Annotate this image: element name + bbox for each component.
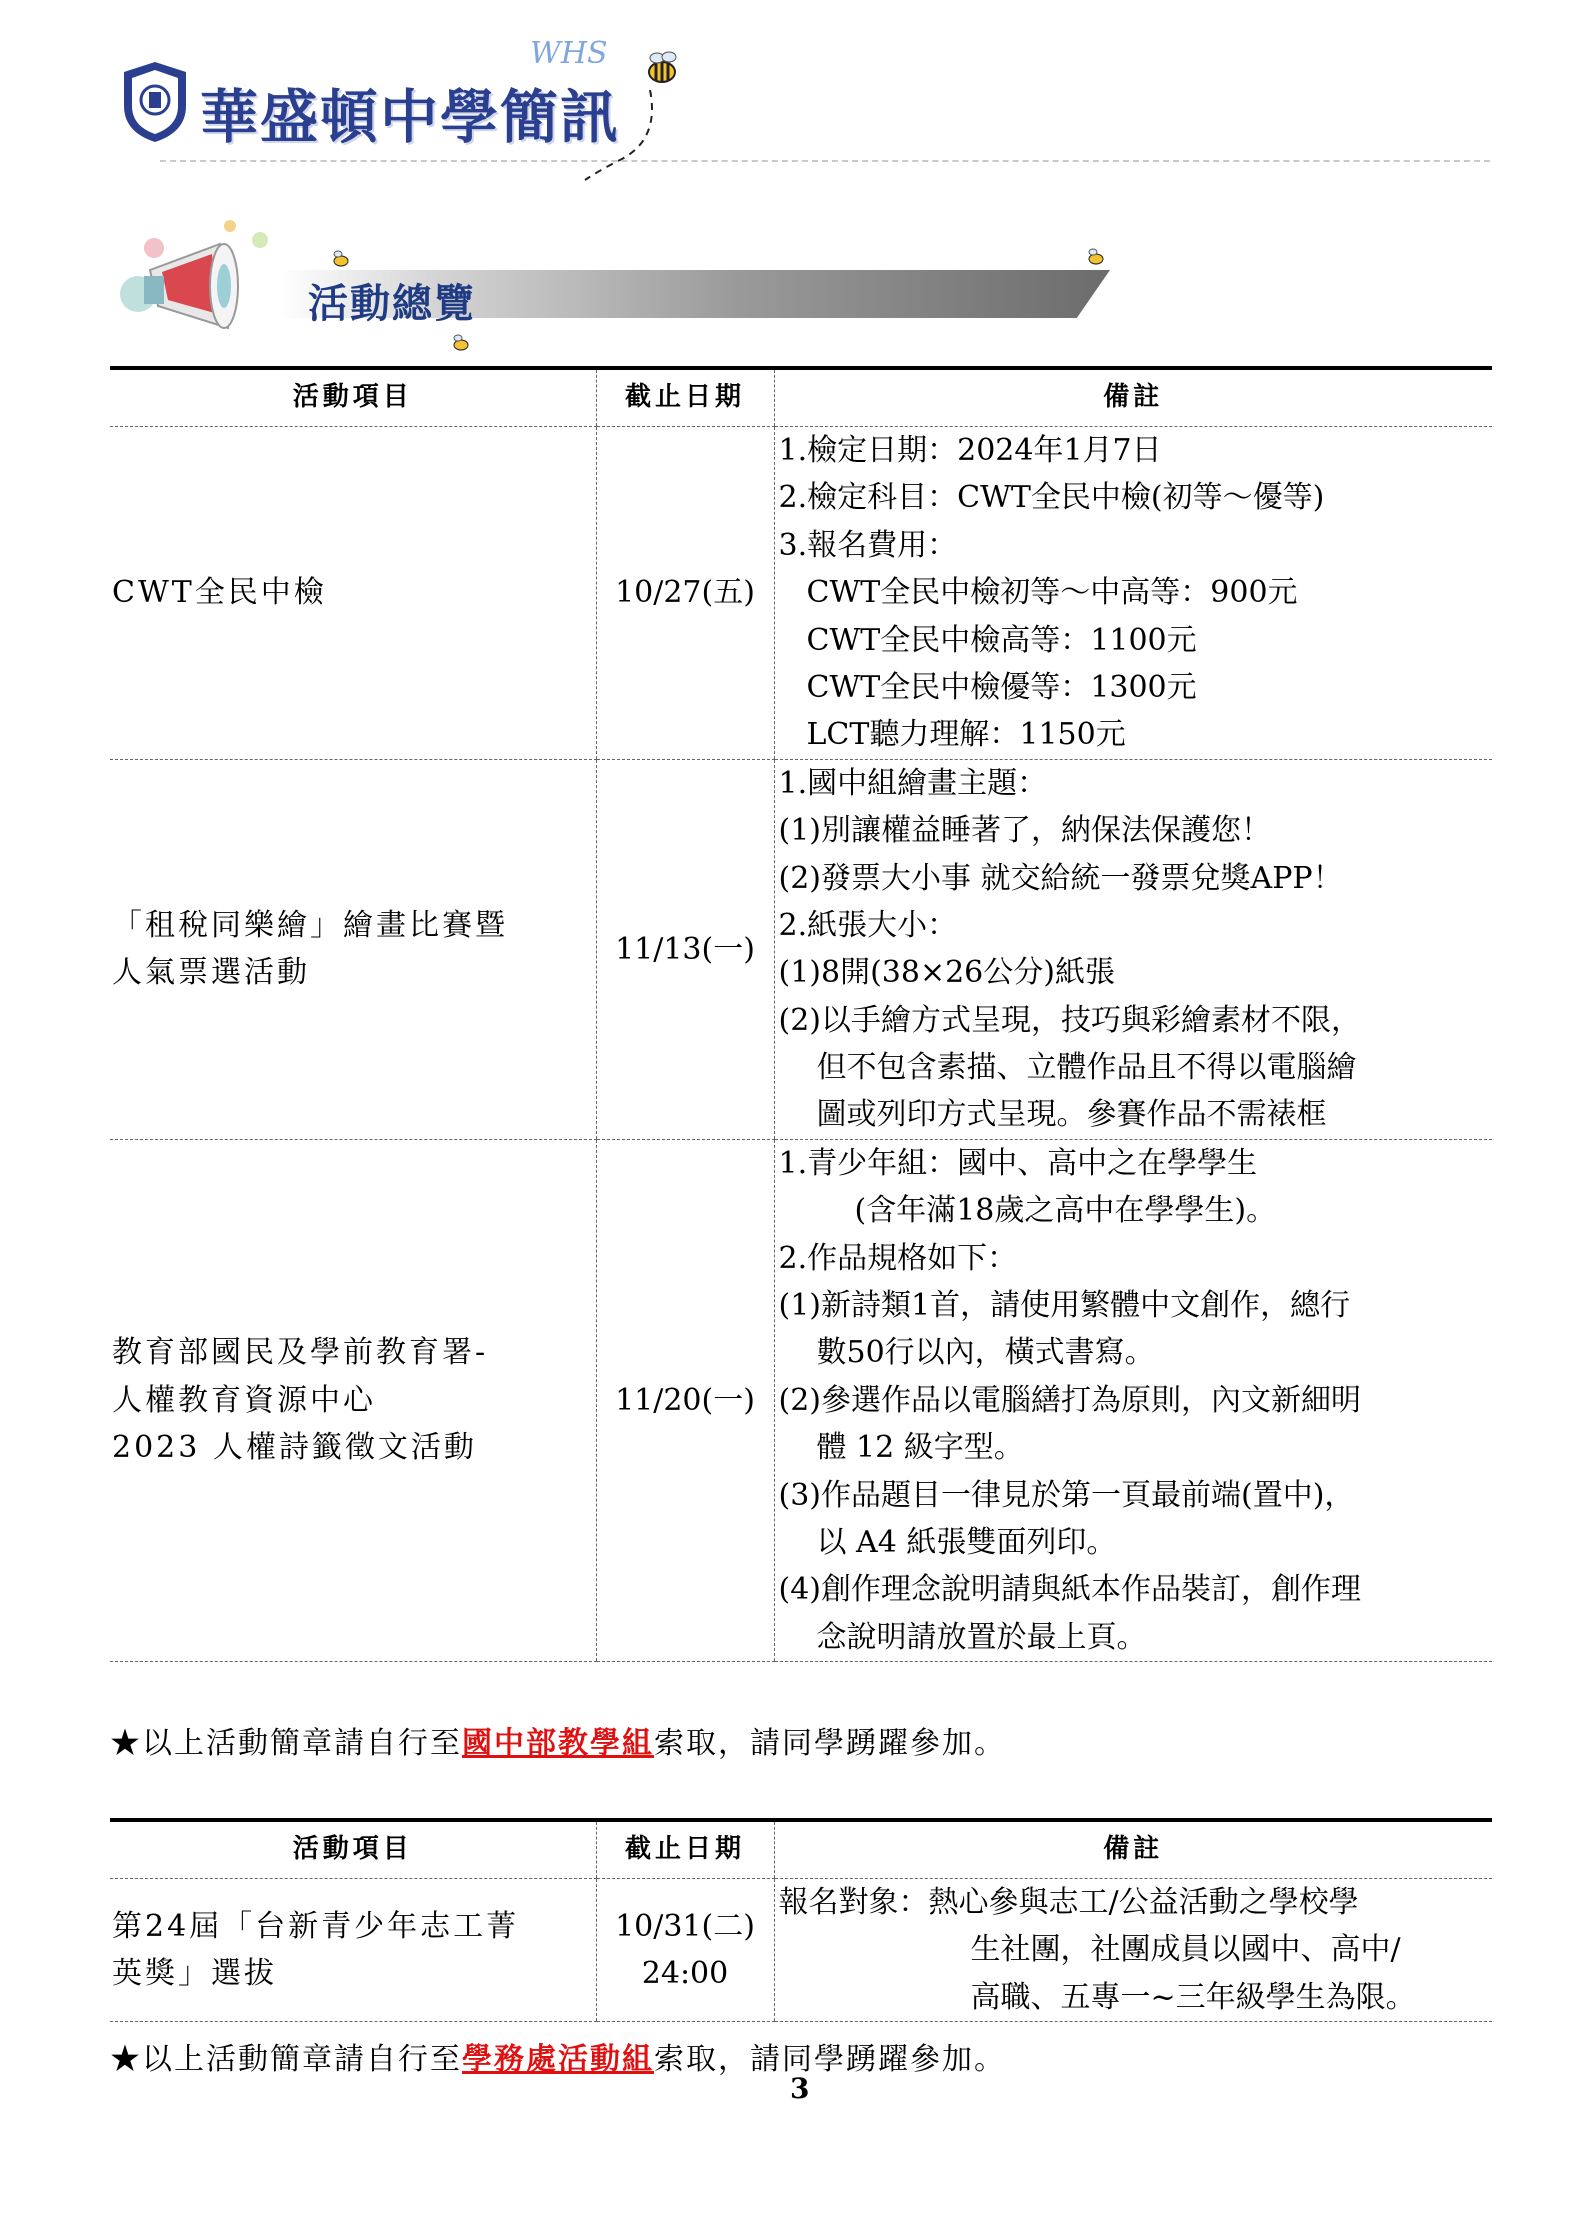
notice-prefix: ★以上活動簡章請自行至 — [110, 1726, 462, 1761]
header-divider — [160, 160, 1490, 162]
deadline-line: 11/20(一) — [615, 1382, 755, 1418]
notice-suffix: 索取，請同學踴躍參加。 — [654, 1726, 1006, 1761]
column-header-item: 活動項目 — [110, 368, 596, 427]
note-line: (1)別讓權益睡著了，納保法保護您！ — [778, 813, 1271, 849]
activity-name-line: 2023 人權詩籤徵文活動 — [112, 1430, 477, 1466]
activity-name-line: 第24屆「台新青少年志工菁 — [112, 1908, 520, 1944]
school-seal-logo — [120, 60, 190, 144]
activity-name-line: 「租稅同樂繪」繪畫比賽暨 — [112, 907, 508, 943]
table-row — [110, 759, 1492, 1139]
note-line: 1.國中組繪畫主題： — [778, 765, 1048, 801]
column-header-deadline: 截止日期 — [596, 1820, 774, 1879]
activity-name-cell — [110, 1139, 596, 1661]
note-line: CWT全民中檢高等：1100元 — [806, 622, 1197, 658]
note-line: 圖或列印方式呈現。參賽作品不需裱框 — [816, 1097, 1327, 1133]
note-line: 高職、五專一~三年級學生為限。 — [970, 1979, 1416, 2015]
table-row — [110, 1879, 1492, 2022]
activity-name-line: 人權教育資源中心 — [112, 1382, 376, 1418]
column-header-notes: 備註 — [774, 368, 1492, 427]
bee-icon — [450, 334, 472, 352]
deadline-cell — [596, 759, 774, 1139]
note-line: 以 A4 紙張雙面列印。 — [816, 1524, 1117, 1560]
activity-name-cell — [110, 759, 596, 1139]
flight-path-decoration — [580, 80, 670, 190]
note-line: 2.紙張大小： — [778, 907, 958, 943]
note-line: 3.報名費用： — [778, 527, 958, 563]
deadline-cell — [596, 1139, 774, 1661]
deadline-line: 10/27(五) — [615, 575, 755, 611]
notice-1 — [110, 1718, 1006, 1762]
activity-table-2 — [110, 1818, 1492, 2022]
notice-suffix: 索取，請同學踴躍參加。 — [654, 2042, 1006, 2077]
whs-logo-text: WHS — [530, 36, 608, 71]
notes-cell — [774, 427, 1492, 760]
activity-name-line: 英獎」選拔 — [112, 1956, 277, 1992]
activity-name-cell — [110, 427, 596, 760]
note-line: CWT全民中檢優等：1300元 — [806, 669, 1197, 705]
deadline-line: 10/31(二) — [615, 1908, 755, 1944]
activity-name-line: 教育部國民及學前教育署- — [112, 1335, 489, 1371]
note-line: 數50行以內，橫式書寫。 — [816, 1335, 1155, 1371]
note-line: 但不包含素描、立體作品且不得以電腦繪 — [816, 1050, 1357, 1086]
deadline-line: 24:00 — [641, 1956, 729, 1992]
notes-cell — [774, 1139, 1492, 1661]
note-line: 1.檢定日期：2024年1月7日 — [778, 433, 1162, 468]
section-banner — [110, 210, 1130, 350]
note-line: CWT全民中檢初等～中高等：900元 — [806, 575, 1298, 611]
page-number: 3 — [790, 2072, 810, 2105]
note-line: (2)以手繪方式呈現，技巧與彩繪素材不限， — [778, 1002, 1361, 1038]
column-header-item: 活動項目 — [110, 1820, 596, 1879]
note-line: (含年滿18歲之高中在學學生)。 — [854, 1193, 1277, 1229]
note-line: (1)新詩類1首，請使用繁體中文創作，總行 — [778, 1288, 1351, 1324]
note-line: (1)8開(38×26公分)紙張 — [778, 955, 1115, 991]
note-line: 報名對象：熱心參與志工/公益活動之學校學 — [778, 1885, 1359, 1920]
note-line: 2.作品規格如下： — [778, 1240, 1018, 1276]
notice-2 — [110, 2034, 1006, 2078]
note-line: 1.青少年組：國中、高中之在學學生 — [778, 1145, 1258, 1181]
note-line: (2)發票大小事 就交給統一發票兌獎APP！ — [778, 860, 1343, 896]
note-line: 2.檢定科目：CWT全民中檢(初等～優等) — [778, 480, 1325, 516]
activity-name-line: 人氣票選活動 — [112, 955, 310, 991]
deadline-cell — [596, 1879, 774, 2022]
bee-icon — [1085, 248, 1107, 266]
deadline-cell — [596, 427, 774, 760]
note-line: (2)參選作品以電腦繕打為原則，內文新細明 — [778, 1382, 1361, 1418]
deadline-line: 11/13(一) — [615, 931, 755, 967]
bee-icon — [330, 250, 352, 268]
activity-table-1 — [110, 366, 1492, 1662]
table-row — [110, 427, 1492, 760]
note-line: (3)作品題目一律見於第一頁最前端(置中)， — [778, 1477, 1355, 1513]
table-row — [110, 1139, 1492, 1661]
note-line: (4)創作理念說明請與紙本作品裝訂，創作理 — [778, 1572, 1361, 1608]
note-line: 生社團，社團成員以國中、高中/ — [970, 1932, 1401, 1968]
table-header-row — [110, 1820, 1492, 1879]
section-title: 活動總覽 — [308, 281, 476, 327]
note-line: 體 12 級字型。 — [816, 1430, 1024, 1466]
note-line: 念說明請放置於最上頁。 — [816, 1619, 1147, 1655]
notes-cell — [774, 1879, 1492, 2022]
notice-prefix: ★以上活動簡章請自行至 — [110, 2042, 462, 2077]
column-header-deadline: 截止日期 — [596, 368, 774, 427]
activity-name-line: CWT全民中檢 — [112, 575, 327, 611]
activity-name-cell — [110, 1879, 596, 2022]
newsletter-masthead: 華盛頓中學簡訊 — [200, 83, 621, 151]
notes-cell — [774, 759, 1492, 1139]
table-header-row — [110, 368, 1492, 427]
notice-highlight: 國中部教學組 — [462, 1726, 654, 1761]
notice-highlight: 學務處活動組 — [462, 2042, 654, 2077]
column-header-notes: 備註 — [774, 1820, 1492, 1879]
megaphone-icon — [110, 210, 290, 350]
newsletter-header — [110, 30, 1490, 180]
note-line: LCT聽力理解：1150元 — [806, 717, 1126, 753]
